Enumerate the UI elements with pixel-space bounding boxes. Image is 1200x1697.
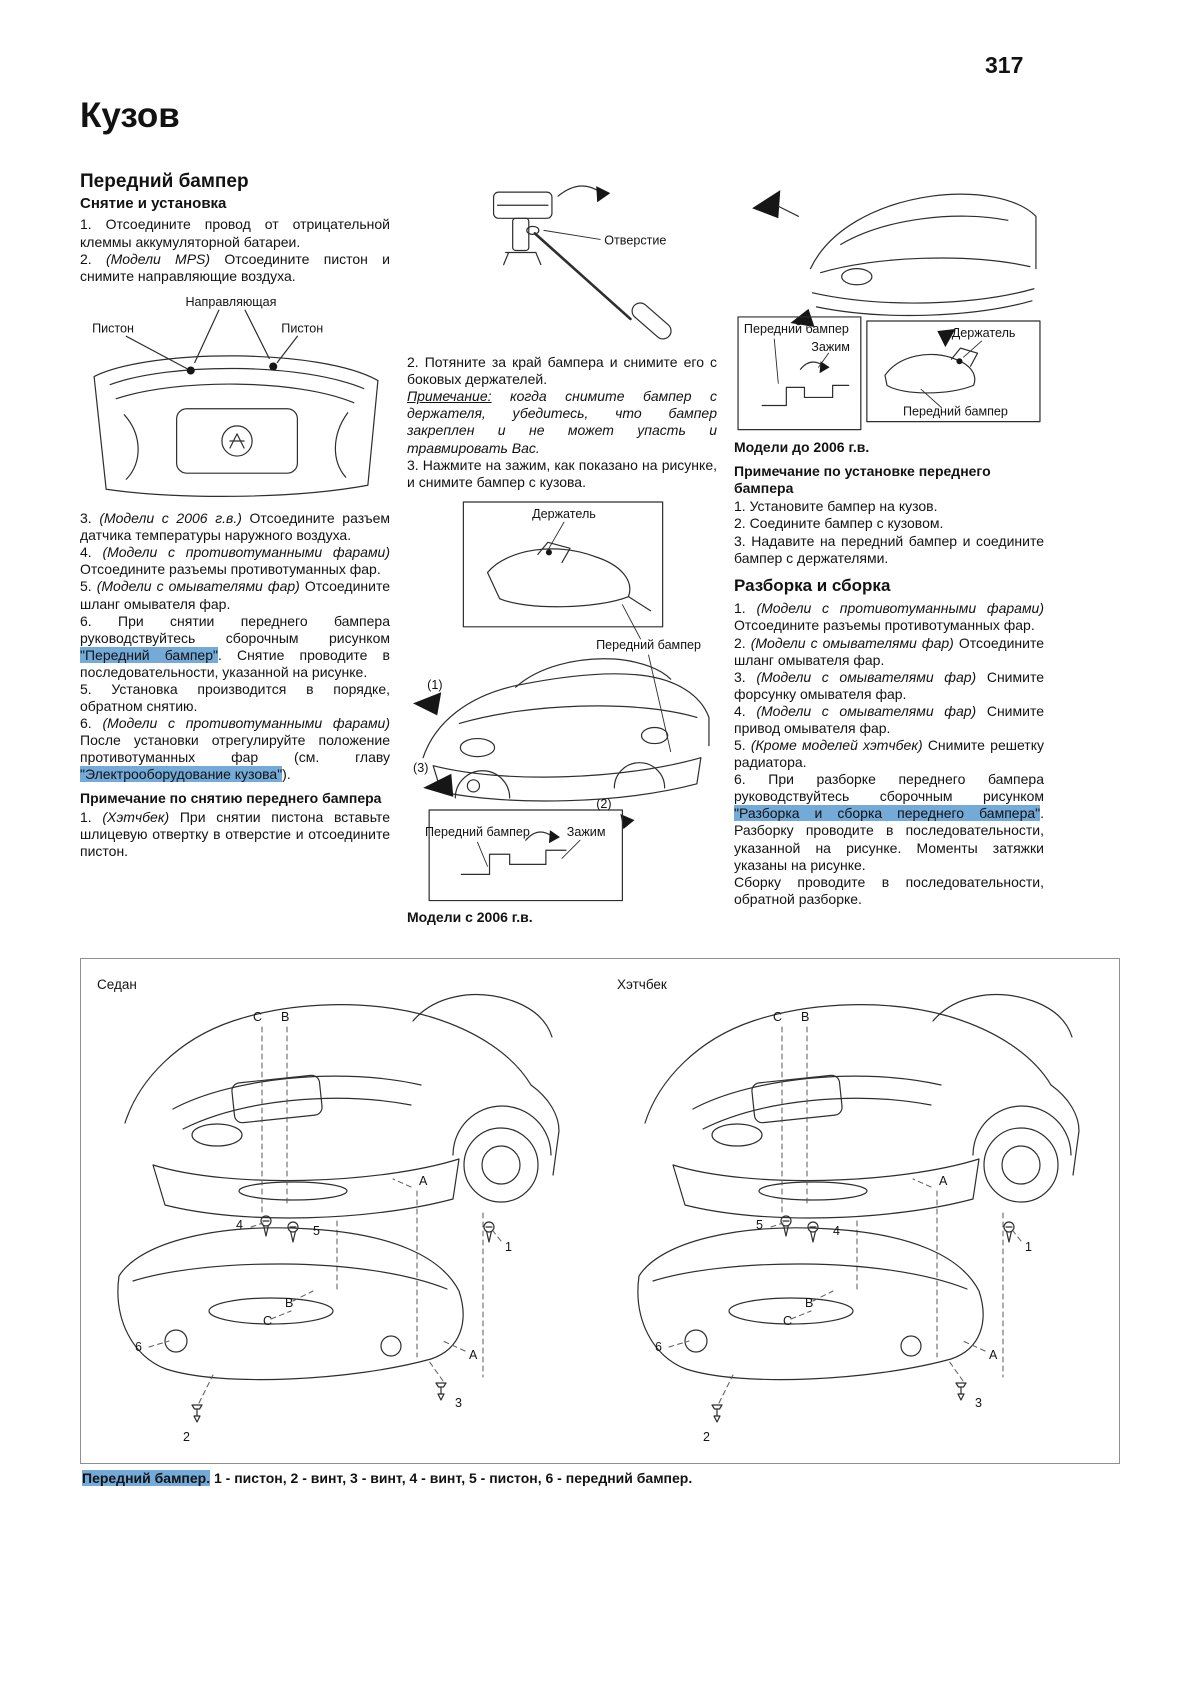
- text-segment: 3.: [80, 510, 100, 527]
- instruction-step: [80, 715, 390, 783]
- note-heading-install: Примечание по установке переднего бампера: [734, 462, 991, 496]
- section-heading-front-bumper: Передний бампер: [80, 171, 249, 192]
- text-segment: ).: [282, 766, 291, 783]
- text-segment: 1.: [80, 809, 103, 826]
- text-segment: (Модели с 2006 г.в.): [99, 510, 242, 527]
- callout-3: 3: [975, 1396, 982, 1410]
- callout-a-upper: A: [419, 1174, 428, 1188]
- callout-screw-left-number: 4: [236, 1218, 243, 1232]
- figure-label-front-bumper: Передний бампер: [596, 637, 702, 652]
- text-segment: 4.: [734, 702, 757, 719]
- figure-screwdriver-hole: [407, 170, 717, 349]
- figure-label-front-bumper-inset: Передний бампер: [424, 824, 530, 839]
- instruction-step: [734, 874, 1044, 908]
- text-segment: 1. Отсоедините провод от отрицательной клеммы аккумуляторной батареи.: [80, 216, 390, 250]
- callout-c-top: C: [253, 1010, 263, 1024]
- callout-screw-right-number: 5: [313, 1224, 320, 1238]
- text-segment: (Модели с противотуманными фарами): [102, 715, 390, 732]
- text-segment: Отсоедините шланг омывателя фар.: [80, 578, 390, 612]
- text-segment: Снимите привод омывателя фар.: [734, 702, 1044, 736]
- subsection-heading-removal: Снятие и установка: [80, 195, 227, 213]
- callout-a-lower: A: [469, 1348, 478, 1362]
- column-3: [734, 170, 1044, 908]
- callout-b-mid: B: [805, 1296, 814, 1310]
- text-segment: Примечание:: [407, 388, 492, 405]
- callout-a-upper: A: [939, 1174, 948, 1188]
- text-segment: 5. Установка производится в порядке, обратном снятию.: [80, 680, 390, 715]
- text-segment: 3. Нажмите на зажим, как показано на рисунке, и снимите бампер с кузова.: [407, 456, 717, 490]
- callout-6: 6: [135, 1340, 142, 1354]
- models-2006-drawing: [407, 498, 717, 905]
- callout-c-top: C: [773, 1010, 783, 1024]
- text-segment: Снимите решетку радиатора.: [734, 737, 1044, 771]
- column-2: [407, 170, 717, 933]
- figure-label-guide: Направляющая: [185, 294, 277, 309]
- text-segment: 5.: [734, 737, 751, 754]
- instruction-step: [80, 251, 390, 285]
- callout-c-mid: C: [783, 1314, 793, 1328]
- instruction-step: [734, 533, 1044, 567]
- text-segment: 2. Соедините бампер с кузовом.: [734, 515, 944, 532]
- text-segment: Отсоедините разъемы противотуманных фар.: [80, 561, 381, 578]
- text-segment: 5.: [80, 578, 97, 595]
- text-segment: 6.: [80, 715, 103, 732]
- text-segment: (Модели с омывателями фар): [96, 578, 300, 595]
- callout-screw-right-number: 4: [833, 1224, 840, 1238]
- instruction-step: [80, 613, 390, 681]
- text-segment: (Кроме моделей хэтчбек): [750, 737, 923, 754]
- reference-link[interactable]: "Передний бампер": [80, 646, 218, 663]
- text-segment: Отсоедините разъемы противотуманных фар.: [734, 617, 1035, 634]
- callout-1: 1: [505, 1240, 512, 1254]
- figure-pre2006-models: [734, 170, 1044, 434]
- figure-caption-pre2006: Модели до 2006 г.в.: [734, 438, 870, 455]
- callout-2: 2: [703, 1430, 710, 1444]
- text-segment: 3. Надавите на передний бампер и соедините бампер с держателями.: [734, 532, 1044, 566]
- note-heading-removal: Примечание по снятию переднего бампера: [80, 790, 382, 807]
- text-segment: Снимите форсунку омывателя фар.: [734, 668, 1044, 702]
- text-segment: 6. При разборке переднего бампера руководствуйтесь сборочным рисунком: [734, 771, 1044, 805]
- text-segment: (Модели с противотуманными фарами): [102, 544, 390, 561]
- figure-label-clamp: Зажим: [566, 824, 606, 839]
- text-segment: Отсоедините разъем датчика температуры наружного воздуха.: [80, 510, 390, 544]
- figure-label-clamp: Зажим: [811, 340, 850, 355]
- page-number: 317: [985, 52, 1024, 78]
- content-columns: [80, 170, 1046, 933]
- reference-link[interactable]: "Разборка и сборка переднего бампера": [734, 805, 1041, 822]
- instruction-step: [80, 544, 390, 578]
- text-segment: . Снятие проводите в последовательности, указанной на рисунке.: [80, 646, 390, 680]
- figure-label-piston-right: Пистон: [281, 321, 324, 336]
- text-segment: (Модели MPS): [105, 250, 211, 267]
- instruction-step: [80, 510, 390, 544]
- figure-label-front-bumper: Передний бампер: [743, 322, 849, 337]
- clip-and-screwdriver-art: [494, 186, 675, 342]
- text-segment: При снятии пистона вставьте шлицевую отвертку в отверстие и отсоедините пистон.: [80, 809, 390, 860]
- text-segment: (Модели с омывателями фар): [750, 634, 954, 651]
- figure-label-front-bumper-2: Передний бампер: [902, 404, 1008, 419]
- assembly-figure-caption: [82, 1470, 692, 1486]
- callout-3: 3: [455, 1396, 462, 1410]
- models-pre2006-drawing: [734, 170, 1044, 434]
- figure-label-step1: (1): [427, 677, 443, 692]
- note-paragraph: [407, 388, 717, 456]
- callout-screw-left-number: 5: [756, 1218, 763, 1232]
- text-segment: 1 - пистон, 2 - винт, 3 - винт, 4 - винт, 5 - пистон, 6 - передний бампер.: [210, 1470, 693, 1486]
- text-segment: (Модели с омывателями фар): [756, 702, 977, 719]
- engine-bay-art: [94, 310, 378, 496]
- instruction-step: [734, 737, 1044, 771]
- figure-caption-2006: Модели с 2006 г.в.: [407, 909, 533, 926]
- callout-b-top: B: [801, 1010, 810, 1024]
- panel-sedan: [97, 977, 559, 1444]
- text-segment: когда снимите бампер с держателя, убедитесь, что бампер закреплен и не может упасть и травмировать Вас.: [407, 388, 717, 456]
- text-segment: 1.: [734, 600, 757, 617]
- page-title: Кузов: [80, 96, 180, 135]
- instruction-step: [734, 498, 1044, 515]
- figure-label-step3: (3): [413, 760, 429, 775]
- figure-air-guides: [80, 292, 390, 505]
- text-segment: 3.: [734, 668, 757, 685]
- text-segment: После установки отрегулируйте положение противотуманных фар (см. главу: [80, 732, 390, 766]
- figure-label-holder: Держатель: [532, 506, 596, 521]
- callout-b-top: B: [281, 1010, 290, 1024]
- text-segment: 4.: [80, 544, 103, 561]
- panel-hatchback: [617, 977, 1079, 1444]
- instruction-step: [734, 600, 1044, 634]
- figure-label-piston-left: Пистон: [92, 321, 135, 336]
- instruction-step: [734, 669, 1044, 703]
- assembly-drawing: [81, 959, 1119, 1463]
- instruction-step: [734, 635, 1044, 669]
- text-segment: Отсоедините пистон и снимите направляющие воздуха.: [80, 250, 390, 284]
- figure-2006-models: [407, 498, 717, 905]
- text-segment: 2. Потяните за край бампера и снимите его с боковых держателей.: [407, 354, 717, 388]
- instruction-step: [734, 771, 1044, 873]
- assembly-figure: [80, 958, 1120, 1464]
- car-and-insets-art: [413, 502, 709, 901]
- instruction-step: [80, 216, 390, 250]
- callout-a-lower: A: [989, 1348, 998, 1362]
- callout-c-mid: C: [263, 1314, 273, 1328]
- text-segment: . Разборку проводите в последовательности, указанной на рисунке. Моменты затяжки указаны на рисунке.: [734, 805, 1044, 873]
- text-segment: (Хэтчбек): [102, 809, 170, 826]
- instruction-step: [734, 515, 1044, 532]
- instruction-step: [407, 457, 717, 491]
- instruction-step: [80, 681, 390, 715]
- reference-link[interactable]: "Электрооборудование кузова": [80, 766, 283, 783]
- figure-label-step2: (2): [596, 796, 612, 811]
- instruction-step: [80, 578, 390, 612]
- reference-link[interactable]: Передний бампер.: [82, 1470, 211, 1486]
- section-heading-disassembly: Разборка и сборка: [734, 575, 891, 595]
- instruction-step: [407, 354, 717, 388]
- text-segment: Сборку проводите в последовательности, обратной разборке.: [734, 873, 1044, 907]
- text-segment: (Модели с омывателями фар): [756, 668, 977, 685]
- air-guides-drawing: [80, 292, 390, 505]
- instruction-step: [734, 703, 1044, 737]
- callout-2: 2: [183, 1430, 190, 1444]
- text-segment: 2.: [734, 634, 751, 651]
- panel-title-sedan: Седан: [97, 977, 137, 992]
- text-segment: 6. При снятии переднего бампера руководствуйтесь сборочным рисунком: [80, 612, 390, 646]
- text-segment: 1. Установите бампер на кузов.: [734, 498, 938, 515]
- callout-6: 6: [655, 1340, 662, 1354]
- figure-label-holder: Держатель: [951, 326, 1016, 341]
- instruction-step: [80, 809, 390, 860]
- callout-b-mid: B: [285, 1296, 294, 1310]
- text-segment: Отсоедините шланг омывателя фар.: [734, 634, 1044, 668]
- column-1: [80, 170, 390, 860]
- callout-1: 1: [1025, 1240, 1032, 1254]
- panel-title-hatchback: Хэтчбек: [617, 977, 667, 992]
- figure-label-hole: Отверстие: [604, 233, 667, 248]
- screwdriver-hole-drawing: [407, 170, 717, 349]
- car-and-insets-art: [738, 190, 1040, 430]
- text-segment: 2.: [80, 250, 106, 267]
- text-segment: (Модели с противотуманными фарами): [756, 600, 1044, 617]
